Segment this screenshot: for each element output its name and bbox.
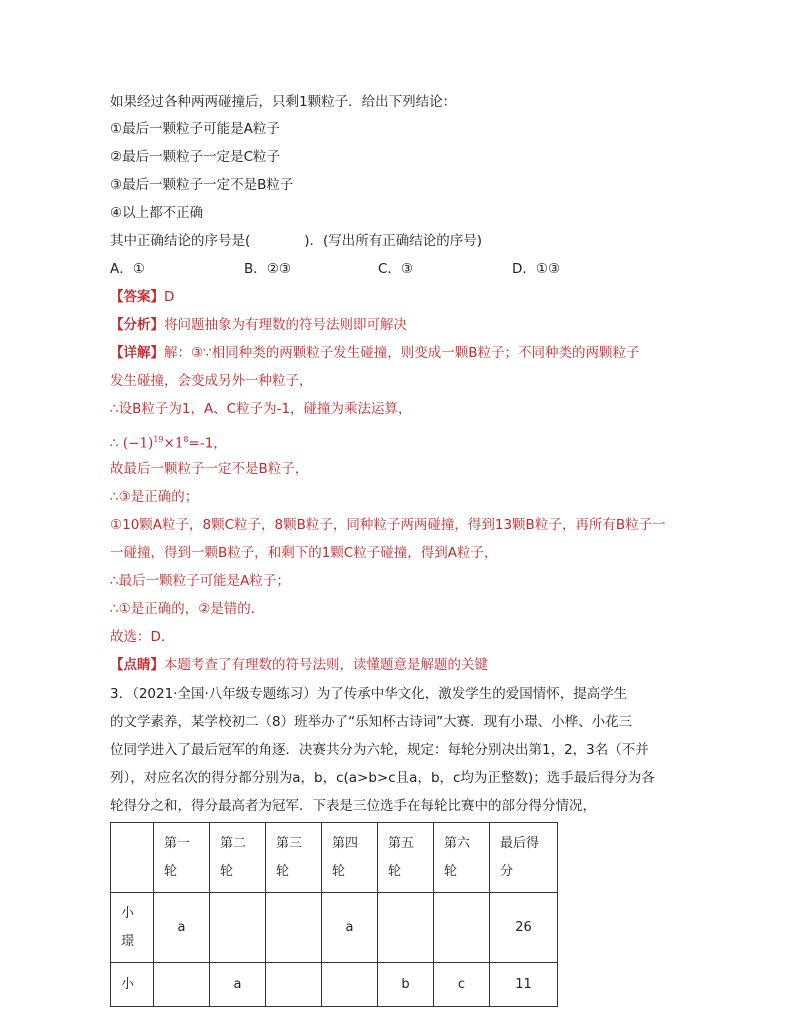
formula-prefix: ∴ <box>110 435 119 452</box>
q3-line-5: 轮得分之和，得分最高者为冠军．下表是三位选手在每轮比赛中的部分得分情况， <box>110 798 596 814</box>
conclusion-1: ①最后一颗粒子可能是A粒子 <box>110 121 280 137</box>
header-round-4: 第四 轮 <box>322 823 378 893</box>
score-cell: a <box>210 963 266 1007</box>
header-final-score: 最后得 分 <box>490 823 558 893</box>
formula-exponent-1: 19 <box>153 435 164 444</box>
table-corner-cell <box>111 823 154 893</box>
comment-line <box>110 655 488 675</box>
answer-tag: 【答案】 <box>110 289 164 305</box>
conclusion-4: ④以上都不正确 <box>110 205 204 221</box>
detail-line-5: 故最后一颗粒子一定不是B粒子， <box>110 461 309 477</box>
detail-line-9: ∴最后一颗粒子可能是A粒子； <box>110 573 290 589</box>
detail-tag: 【详解】 <box>110 345 164 361</box>
header-round-2: 第二 轮 <box>210 823 266 893</box>
formula-exponent-2: 8 <box>183 435 189 444</box>
detail-line-6: ∴③是正确的； <box>110 489 199 505</box>
header-round-1: 第一 轮 <box>154 823 210 893</box>
player-name-cell: 小 璟 <box>111 893 154 963</box>
table-header-row <box>111 823 558 893</box>
header-round-5: 第五 轮 <box>378 823 434 893</box>
score-cell: a <box>322 893 378 963</box>
option-d: D．①③ <box>512 261 561 277</box>
score-cell <box>266 893 322 963</box>
score-cell <box>322 963 378 1007</box>
score-cell: a <box>154 893 210 963</box>
detail-line-10: ∴①是正确的，②是错的． <box>110 601 265 617</box>
formula-mid: ×1 <box>163 435 184 452</box>
score-cell <box>210 893 266 963</box>
score-cell: c <box>434 963 490 1007</box>
score-cell <box>378 893 434 963</box>
score-cell <box>266 963 322 1007</box>
comment-tag: 【点睛】 <box>110 657 164 673</box>
answer-line <box>110 287 174 307</box>
detail-line-7: ①10颗A粒子，8颗C粒子，8颗B粒子，同种粒子两两碰撞，得到13颗B粒子，再所有B粒子一 <box>110 517 666 533</box>
formula-base: (−1) <box>122 435 154 452</box>
detail-formula <box>110 430 227 454</box>
formula-suffix: =-1， <box>188 435 227 452</box>
player-name-cell: 小 <box>111 963 154 1007</box>
q3-line-2: 的文学素养，某学校初二（8）班举办了“乐知杯古诗词”大赛．现有小璟、小桦、小花三 <box>110 714 633 730</box>
score-table <box>110 822 558 1007</box>
header-round-6: 第六 轮 <box>434 823 490 893</box>
final-score-cell: 11 <box>490 963 558 1007</box>
detail-line-11: 故选：D． <box>110 629 175 645</box>
comment-text: 本题考查了有理数的符号法则，读懂题意是解题的关键 <box>164 657 488 673</box>
detail-line-1 <box>110 343 639 363</box>
detail-text-1: 解：③∵相同种类的两颗粒子发生碰撞，则变成一颗B粒子；不同种类的两颗粒子 <box>164 345 640 361</box>
table-row <box>111 963 558 1007</box>
conclusion-3: ③最后一颗粒子一定不是B粒子 <box>110 177 294 193</box>
conclusion-2: ②最后一颗粒子一定是C粒子 <box>110 149 281 165</box>
analysis-tag: 【分析】 <box>110 317 164 333</box>
intro-text: 如果经过各种两两碰撞后，只剩1颗粒子．给出下列结论： <box>110 94 457 110</box>
answer-text: D <box>164 289 175 305</box>
score-cell <box>154 963 210 1007</box>
option-a: A．① <box>110 261 145 277</box>
detail-line-2: 发生碰撞，会变成另外一种粒子， <box>110 373 313 389</box>
analysis-text: 将问题抽象为有理数的符号法则即可解决 <box>164 317 407 333</box>
header-round-3: 第三 轮 <box>266 823 322 893</box>
option-c: C．③ <box>378 261 414 277</box>
analysis-line <box>110 315 407 335</box>
q3-line-1: 3．（2021·全国·八年级专题练习）为了传承中华文化，激发学生的爱国情怀，提高学生 <box>110 686 628 702</box>
question-prompt: 其中正确结论的序号是( )．(写出所有正确结论的序号) <box>110 233 483 249</box>
detail-line-8: 一碰撞，得到一颗B粒子，和剩下的1颗C粒子碰撞，得到A粒子， <box>110 545 498 561</box>
score-cell: b <box>378 963 434 1007</box>
final-score-cell: 26 <box>490 893 558 963</box>
option-b: B．②③ <box>244 261 291 277</box>
q3-line-3: 位同学进入了最后冠军的角逐．决赛共分为六轮，规定：每轮分别决出第1，2，3名（不并 <box>110 742 649 758</box>
detail-line-3: ∴设B粒子为1，A、C粒子为-1，碰撞为乘法运算， <box>110 401 412 417</box>
table-row <box>111 893 558 963</box>
q3-line-4: 列），对应名次的得分都分别为a，b，c(a>b>c且a，b，c均为正整数)；选手最后得分为各 <box>110 770 655 786</box>
score-cell <box>434 893 490 963</box>
